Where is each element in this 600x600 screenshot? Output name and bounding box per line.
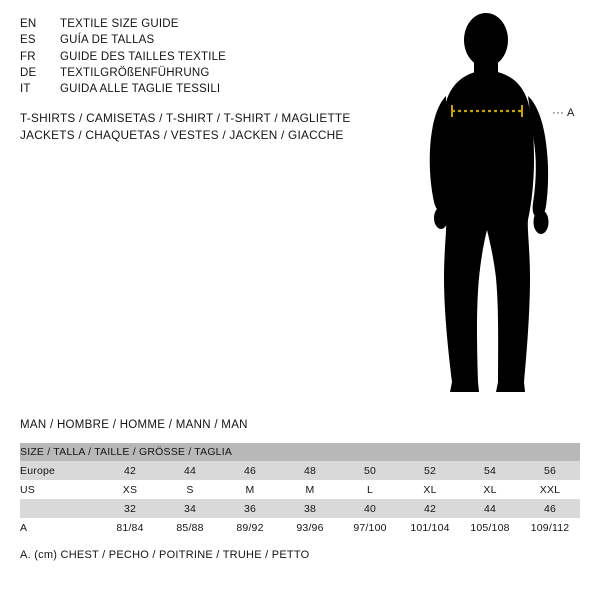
table-row [20,461,580,480]
cell: 97/100 [340,518,400,537]
cell: 34 [160,499,220,518]
language-text: GUIDA ALLE TAGLIE TESSILI [60,83,221,96]
language-row [20,49,380,65]
cell: 36 [220,499,280,518]
cell: 32 [100,499,160,518]
cell: XS [100,480,160,499]
table-header-row [20,443,580,461]
category-line-jackets: JACKETS / CHAQUETAS / VESTES / JACKEN / GIACCHE [20,128,344,142]
measure-a-label: ··· A [552,107,575,119]
row-label [20,499,100,518]
table-row [20,518,580,537]
cell: 52 [400,461,460,480]
cell: 85/88 [160,518,220,537]
language-list [20,16,380,97]
cell: 40 [340,499,400,518]
row-label: A [20,518,100,537]
cell: 38 [280,499,340,518]
language-code: EN [20,18,37,30]
cell: 48 [280,461,340,480]
cell: 54 [460,461,520,480]
language-row [20,65,380,81]
table-header-label: SIZE / TALLA / TAILLE / GRÖSSE / TAGLIA [20,443,580,461]
cell: XXL [520,480,580,499]
cell: 46 [520,499,580,518]
language-code: ES [20,34,36,47]
man-group-title: MAN / HOMBRE / HOMME / MANN / MAN [20,419,248,431]
language-code: FR [20,50,36,63]
cell: 44 [460,499,520,518]
cell: 89/92 [220,518,280,537]
cell: 101/104 [400,518,460,537]
cell: XL [460,480,520,499]
cell: M [280,480,340,499]
cell: M [220,480,280,499]
language-text: TEXTILE SIZE GUIDE [60,18,179,30]
language-row [20,81,380,97]
language-row [20,16,380,32]
cell: L [340,480,400,499]
cell: S [160,480,220,499]
cell: 93/96 [280,518,340,537]
table-row [20,480,580,499]
cell: XL [400,480,460,499]
cell: 46 [220,461,280,480]
language-code: DE [20,66,37,79]
language-code: IT [20,83,31,96]
category-line-tshirts: T-SHIRTS / CAMISETAS / T-SHIRT / T-SHIRT / MAGLIETTE [20,111,351,125]
male-silhouette-figure [400,10,600,400]
cell: 56 [520,461,580,480]
row-label: Europe [20,461,100,480]
language-row [20,32,380,48]
cell: 42 [100,461,160,480]
cell: 42 [400,499,460,518]
language-text: GUÍA DE TALLAS [60,34,155,47]
cell: 50 [340,461,400,480]
cell: 105/108 [460,518,520,537]
table-row [20,499,580,518]
silhouette-svg [400,10,600,400]
cell: 109/112 [520,518,580,537]
language-text: TEXTILGRÖßENFÜHRUNG [60,66,210,79]
size-table [20,443,580,537]
row-label: US [20,480,100,499]
footnote-chest: A. (cm) CHEST / PECHO / POITRINE / TRUHE / PETTO [20,549,310,561]
category-list [20,110,400,144]
cell: 44 [160,461,220,480]
language-text: GUIDE DES TAILLES TEXTILE [60,50,227,63]
cell: 81/84 [100,518,160,537]
